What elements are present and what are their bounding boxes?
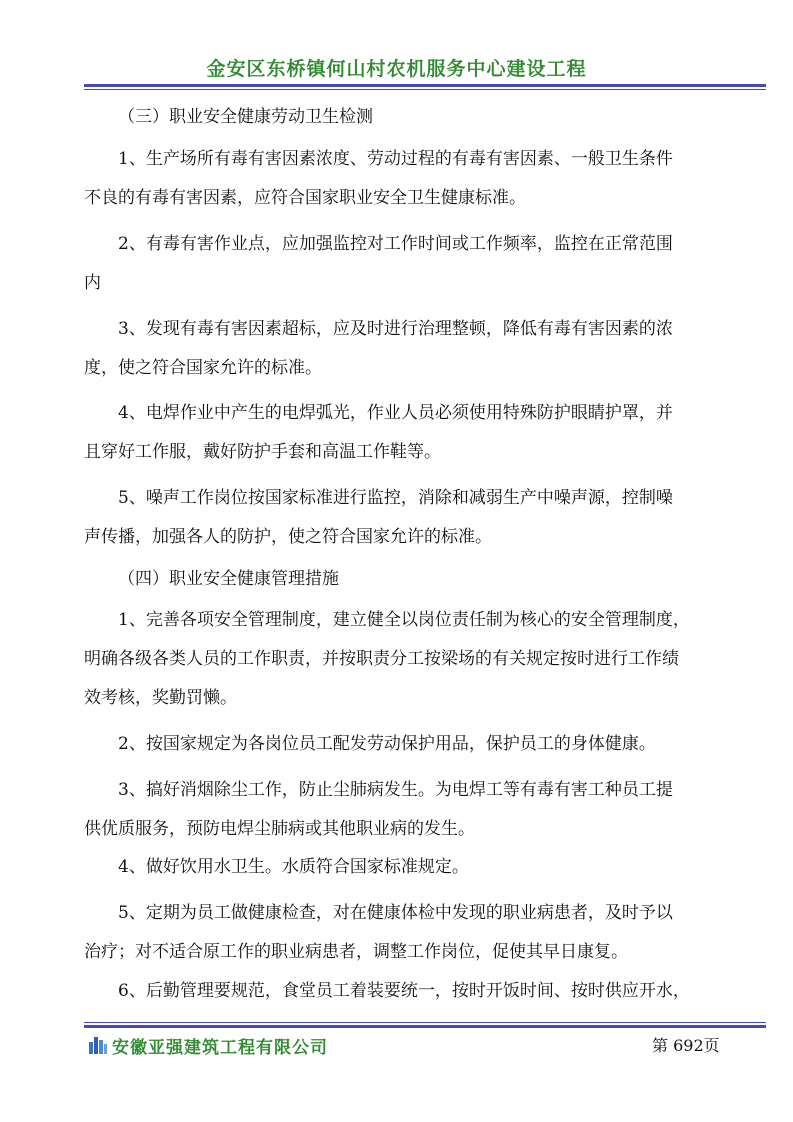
paragraph-line: 不良的有毒有害因素，应符合国家职业安全卫生健康标准。 xyxy=(84,188,526,208)
paragraph-line: 3、发现有毒有害因素超标，应及时进行治理整顿，降低有毒有害因素的浓 xyxy=(118,319,673,339)
paragraph-line: 4、电焊作业中产生的电焊弧光，作业人员必须使用特殊防护眼睛护罩，并 xyxy=(118,403,673,423)
header-divider xyxy=(84,84,766,90)
paragraph-line: 度，使之符合国家允许的标准。 xyxy=(84,358,322,378)
paragraph-line: 声传播，加强各人的防护，使之符合国家允许的标准。 xyxy=(84,527,492,547)
paragraph-line: 6、后勤管理要规范，食堂员工着装要统一，按时开饭时间、按时供应开水， xyxy=(118,981,690,1001)
paragraph-line: 且穿好工作服，戴好防护手套和高温工作鞋等。 xyxy=(84,442,441,462)
paragraph-line: 1、生产场所有毒有害因素浓度、劳动过程的有毒有害因素、一般卫生条件 xyxy=(118,149,673,169)
paragraph-line: 2、有毒有害作业点，应加强监控对工作时间或工作频率，监控在正常范围 xyxy=(118,234,673,254)
paragraph-line: 效考核，奖勤罚懒。 xyxy=(84,688,237,708)
footer-divider xyxy=(84,1022,766,1028)
paragraph-line: 5、噪声工作岗位按国家标准进行监控，消除和减弱生产中噪声源，控制噪 xyxy=(118,488,673,508)
paragraph-line: 3、搞好消烟除尘工作，防止尘肺病发生。为电焊工等有毒有害工种员工提 xyxy=(118,780,673,800)
header-title: 金安区东桥镇何山村农机服务中心建设工程 xyxy=(206,58,587,80)
paragraph-line: 内 xyxy=(84,273,101,293)
page-number: 第 692页 xyxy=(652,1036,720,1055)
paragraph-line: 供优质服务，预防电焊尘肺病或其他职业病的发生。 xyxy=(84,819,475,839)
building-logo-icon xyxy=(88,1034,108,1054)
paragraph-line: 1、完善各项安全管理制度，建立健全以岗位责任制为核心的安全管理制度， xyxy=(118,610,690,630)
section-heading: （三）职业安全健康劳动卫生检测 xyxy=(118,107,373,127)
paragraph-line: 4、做好饮用水卫生。水质符合国家标准规定。 xyxy=(118,857,469,877)
paragraph-line: 2、按国家规定为各岗位员工配发劳动保护用品，保护员工的身体健康。 xyxy=(118,734,656,754)
paragraph-line: 5、定期为员工做健康检查，对在健康体检中发现的职业病患者，及时予以 xyxy=(118,903,673,923)
paragraph-line: 治疗；对不适合原工作的职业病患者，调整工作岗位，促使其早日康复。 xyxy=(84,942,628,962)
section-heading: （四）职业安全健康管理措施 xyxy=(118,569,339,589)
paragraph-line: 明确各级各类人员的工作职责，并按职责分工按梁场的有关规定按时进行工作绩 xyxy=(84,649,679,669)
footer-company: 安徽亚强建筑工程有限公司 xyxy=(112,1038,328,1058)
